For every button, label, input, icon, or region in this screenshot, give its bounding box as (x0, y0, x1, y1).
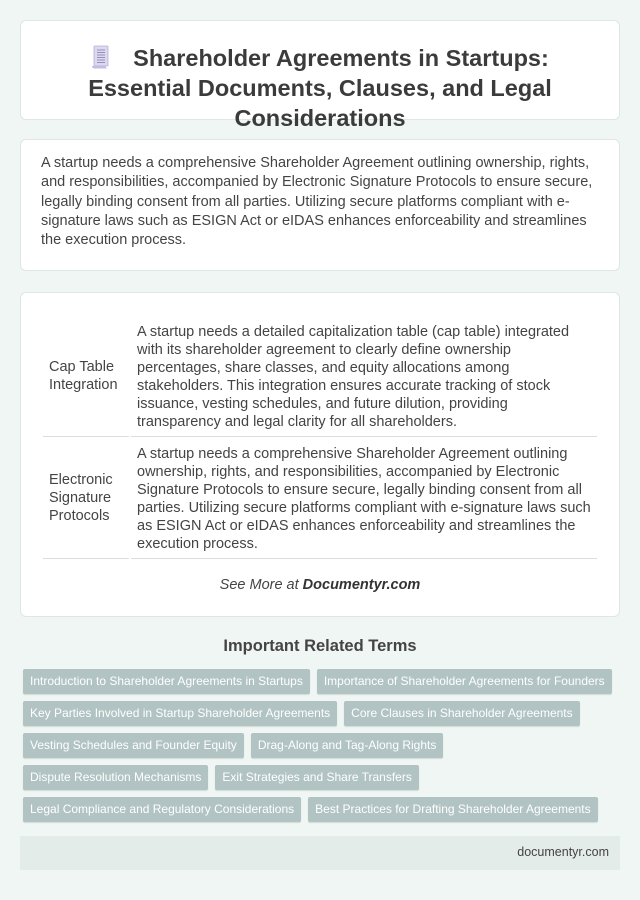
related-terms-list (23, 669, 623, 829)
related-term-chip[interactable]: Drag-Along and Tag-Along Rights (251, 733, 444, 758)
header-card (20, 20, 620, 131)
related-term-chip[interactable]: Key Parties Involved in Startup Shareholder Agreements (23, 701, 337, 726)
chip-row (23, 765, 623, 790)
term-cell: Cap Table Integration (43, 313, 129, 437)
see-more-link[interactable]: Documentyr.com (302, 577, 421, 593)
related-term-chip[interactable]: Exit Strategies and Share Transfers (215, 765, 418, 790)
term-cell: Electronic Signature Protocols (43, 437, 129, 559)
page-title (39, 43, 601, 133)
related-term-chip[interactable]: Dispute Resolution Mechanisms (23, 765, 208, 790)
table-row (43, 313, 597, 437)
chip-row (23, 701, 623, 726)
intro-card (20, 139, 620, 271)
footer-site-link[interactable]: documentyr.com (517, 845, 609, 859)
chip-row (23, 797, 623, 822)
description-cell: A startup needs a detailed capitalization table (cap table) integrated with its shareholder agreement to clearly define ownership percentages, share classes, and equity allocations among stakeholders. This integration ensures accurate tracking of stock issuance, vesting schedules, and future dilution, providing transparency and legal clarity for all shareholders. (131, 313, 597, 437)
document-scroll-icon (91, 45, 111, 69)
related-term-chip[interactable]: Vesting Schedules and Founder Equity (23, 733, 244, 758)
see-more (21, 577, 619, 593)
table-row (43, 437, 597, 559)
chip-row (23, 733, 623, 758)
chip-row (23, 669, 623, 694)
see-more-prefix: See More at (219, 577, 303, 593)
related-terms-title: Important Related Terms (223, 637, 417, 655)
related-term-chip[interactable]: Importance of Shareholder Agreements for Founders (317, 669, 612, 694)
terms-table (41, 313, 599, 559)
related-term-chip[interactable]: Legal Compliance and Regulatory Considerations (23, 797, 301, 822)
page-title-text: Shareholder Agreements in Startups: Essential Documents, Clauses, and Legal Considerations (88, 45, 552, 131)
related-term-chip[interactable]: Best Practices for Drafting Shareholder Agreements (308, 797, 597, 822)
terms-table-card (20, 292, 620, 617)
related-term-chip[interactable]: Core Clauses in Shareholder Agreements (344, 701, 579, 726)
description-cell: A startup needs a comprehensive Shareholder Agreement outlining ownership, rights, and responsibilities, accompanied by Electronic Signature Protocols to ensure secure, legally binding consent from all parties. Utilizing secure platforms compliant with e-signature laws such as ESIGN Act or eIDAS enhances enforceability and streamlines the execution process. (131, 437, 597, 559)
related-term-chip[interactable]: Introduction to Shareholder Agreements in Startups (23, 669, 310, 694)
intro-text: A startup needs a comprehensive Shareholder Agreement outlining ownership, rights, and responsibilities, accompanied by Electronic Signature Protocols to ensure secure, legally binding consent from all parties. Utilizing secure platforms compliant with e-signature laws such as ESIGN Act or eIDAS enhances enforceability and streamlines the execution process. (41, 155, 593, 249)
footer (20, 836, 620, 870)
